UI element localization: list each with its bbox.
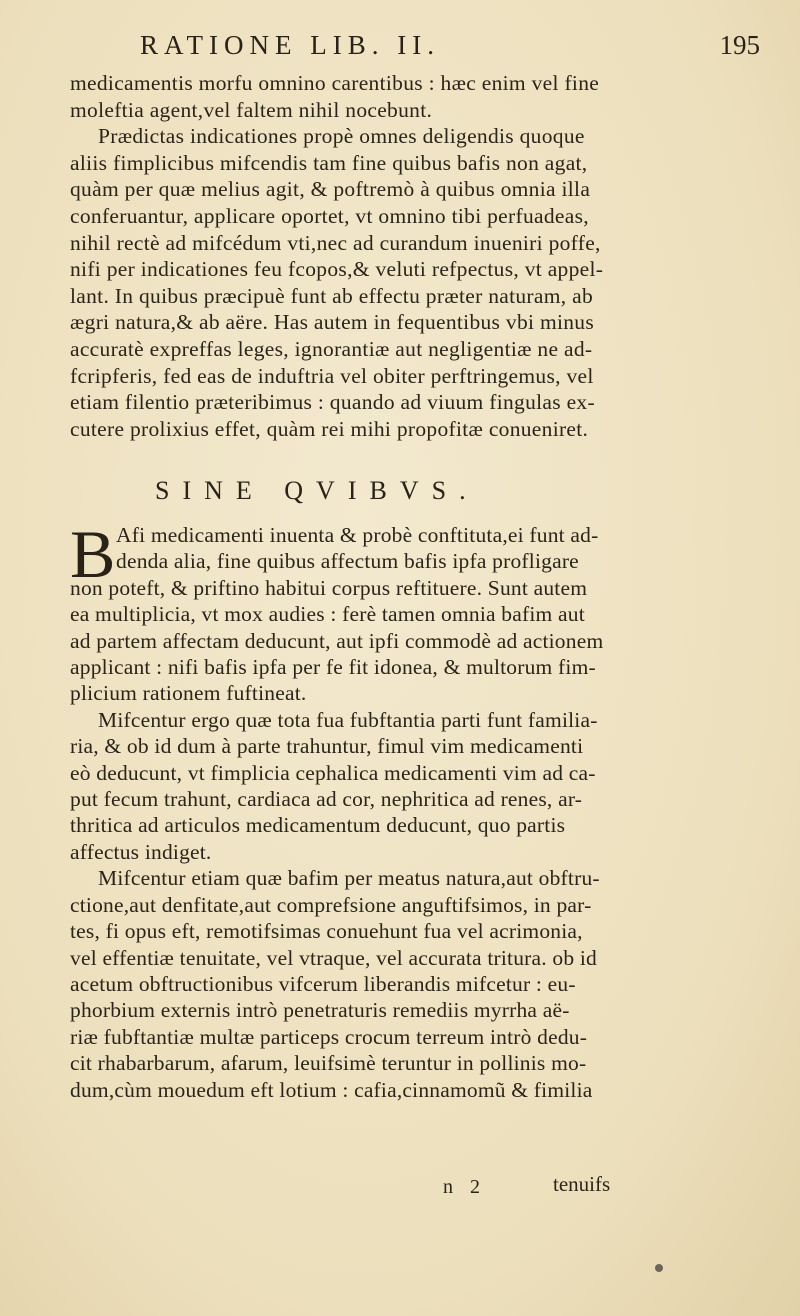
catchword: tenuifs: [553, 1172, 611, 1196]
text-line: cutere prolixius effet, quàm rei mihi propofitæ conueniret.: [70, 416, 589, 441]
text-line: affectus indiget.: [70, 839, 212, 864]
opening-text-block: [70, 70, 710, 442]
text-line: moleftia agent,vel faltem nihil nocebunt.: [70, 97, 433, 122]
page-header: [140, 30, 760, 66]
text-line: ea multiplicia, vt mox audies : ferè tamen omnia bafim aut: [70, 602, 585, 627]
text-line: non poteft, & priftino habitui corpus reftituere. Sunt autem: [70, 575, 588, 600]
text-line: Prædictas indicationes propè omnes deligendis quoque: [98, 124, 585, 149]
signature-mark: n 2: [443, 1176, 486, 1198]
text-line: nifi per indicationes feu fcopos,& veluti refpectus, vt appel-: [70, 257, 604, 282]
text-line: put fecum trahunt, cardiaca ad cor, nephritica ad renes, ar-: [70, 787, 583, 812]
ink-spot: [655, 1264, 663, 1272]
section-text-block: [70, 516, 710, 1103]
text-line: plicium rationem fuftineat.: [70, 681, 307, 706]
text-line: ad partem affectam deducunt, aut ipfi commodè ad actionem: [70, 628, 604, 653]
text-line: fcripferis, fed eas de induftria vel obiter perftringemus, vel: [70, 363, 594, 388]
text-line: ria, & ob id dum à parte trahuntur, fimul vim medicamenti: [70, 734, 584, 759]
text-line: tes, fi opus eft, remotifsimas conuehunt fua vel acrimonia,: [70, 919, 583, 944]
text-line: accuratè expreffas leges, ignorantiæ aut negligentiæ ne ad-: [70, 336, 593, 361]
drop-capital: B: [70, 516, 116, 592]
text-line: medicamentis morfu omnino carentibus : hæc enim vel fine: [70, 71, 600, 95]
text-line: phorbium externis intrò penetraturis remediis myrrha aë-: [70, 998, 570, 1023]
text-line: Mifcentur etiam quæ bafim per meatus natura,aut obftru-: [98, 866, 600, 891]
section-heading: SINE QVIBVS.: [155, 476, 479, 505]
text-line: applicant : nifi bafis ipfa per fe fit idonea, & multorum fim-: [70, 655, 596, 680]
page-number: 195: [719, 30, 760, 60]
text-line: thritica ad articulos medicamentum deducunt, quo partis: [70, 813, 566, 838]
text-line: nihil rectè ad mifcédum vti,nec ad curandum inueniri poffe,: [70, 230, 601, 255]
text-line: riæ fubftantiæ multæ particeps crocum terreum intrò dedu-: [70, 1024, 588, 1049]
text-line: ægri natura,& ab aëre. Has autem in fequentibus vbi minus: [70, 310, 595, 335]
text-line: quàm per quæ melius agit, & poftremò à quibus omnia illa: [70, 177, 591, 202]
running-head: RATIONE LIB. II.: [140, 30, 440, 60]
text-line: conferuantur, applicare oportet, vt omnino tibi perfuadeas,: [70, 203, 589, 228]
text-line: Afi medicamenti inuenta & probè conftituta,ei funt ad-: [116, 523, 599, 547]
text-line: cit rhabarbarum, afarum, leuifsimè teruntur in pollinis mo-: [70, 1051, 587, 1076]
text-line: vel effentiæ tenuitate, vel vtraque, vel accurata tritura. ob id: [70, 945, 597, 970]
text-line: denda alia, fine quibus affectum bafis ipfa profligare: [116, 549, 579, 574]
text-line: Mifcentur ergo quæ tota fua fubftantia parti funt familia-: [98, 707, 598, 732]
text-line: aliis fimplicibus mifcendis tam fine quibus bafis non agat,: [70, 150, 588, 175]
text-line: acetum obftructionibus vifcerum liberandis mifcetur : eu-: [70, 971, 576, 996]
text-line: ctione,aut denfitate,aut comprefsione anguftifsimos, in par-: [70, 892, 592, 917]
text-line: lant. In quibus præcipuè funt ab effectu præter naturam, ab: [70, 283, 593, 308]
text-line: eò deducunt, vt fimplicia cephalica medicamenti vim ad ca-: [70, 760, 596, 785]
text-line: etiam filentio præteribimus : quando ad viuum fingulas ex-: [70, 390, 595, 415]
text-line: dum,cùm mouedum eft lotium : cafia,cinnamomũ & fimilia: [70, 1077, 593, 1102]
